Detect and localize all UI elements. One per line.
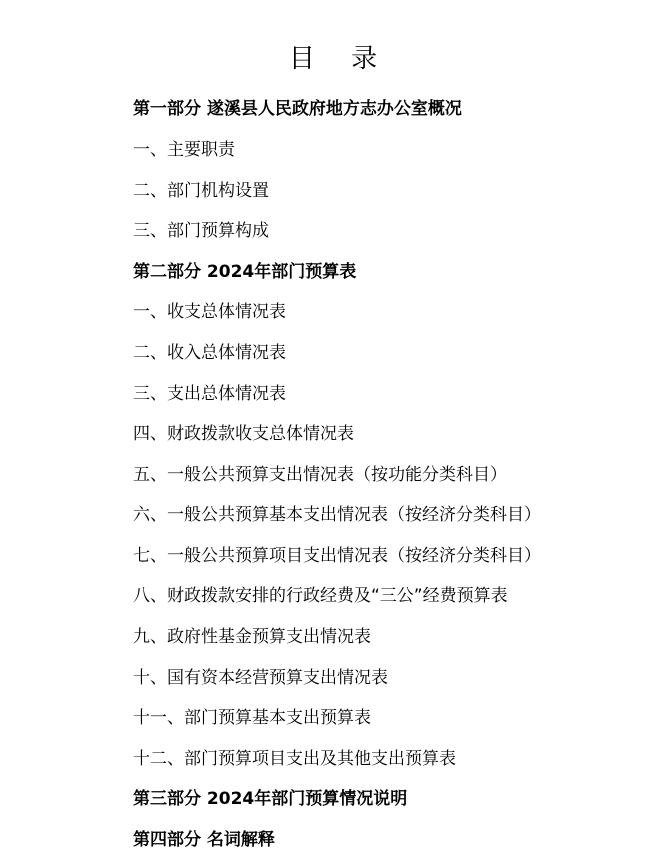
toc-item[interactable]: 五、一般公共预算支出情况表（按功能分类科目） — [133, 465, 507, 485]
toc-item[interactable]: 八、财政拨款安排的行政经费及“三公”经费预算表 — [133, 586, 508, 606]
toc-title: 目 录 — [288, 44, 392, 74]
toc-item[interactable]: 三、部门预算构成 — [133, 221, 269, 241]
toc-part-4[interactable]: 第四部分 名词解释 — [133, 830, 275, 850]
toc-part-1[interactable]: 第一部分 遂溪县人民政府地方志办公室概况 — [133, 99, 462, 119]
toc-item[interactable]: 一、主要职责 — [133, 140, 235, 160]
toc-item[interactable]: 九、政府性基金预算支出情况表 — [133, 627, 371, 647]
toc-item[interactable]: 一、收支总体情况表 — [133, 302, 286, 322]
toc-item[interactable]: 六、一般公共预算基本支出情况表（按经济分类科目） — [133, 505, 541, 525]
toc-item[interactable]: 十二、部门预算项目支出及其他支出预算表 — [133, 749, 456, 769]
toc-item[interactable]: 二、收入总体情况表 — [133, 343, 286, 363]
toc-item[interactable]: 十、国有资本经营预算支出情况表 — [133, 668, 388, 688]
toc-item[interactable]: 二、部门机构设置 — [133, 181, 269, 201]
toc-part-2[interactable]: 第二部分 2024年部门预算表 — [133, 262, 357, 282]
toc-part-3[interactable]: 第三部分 2024年部门预算情况说明 — [133, 789, 408, 809]
toc-item[interactable]: 七、一般公共预算项目支出情况表（按经济分类科目） — [133, 546, 541, 566]
toc-item[interactable]: 三、支出总体情况表 — [133, 384, 286, 404]
toc-item[interactable]: 十一、部门预算基本支出预算表 — [133, 708, 371, 728]
toc-item[interactable]: 四、财政拨款收支总体情况表 — [133, 424, 354, 444]
